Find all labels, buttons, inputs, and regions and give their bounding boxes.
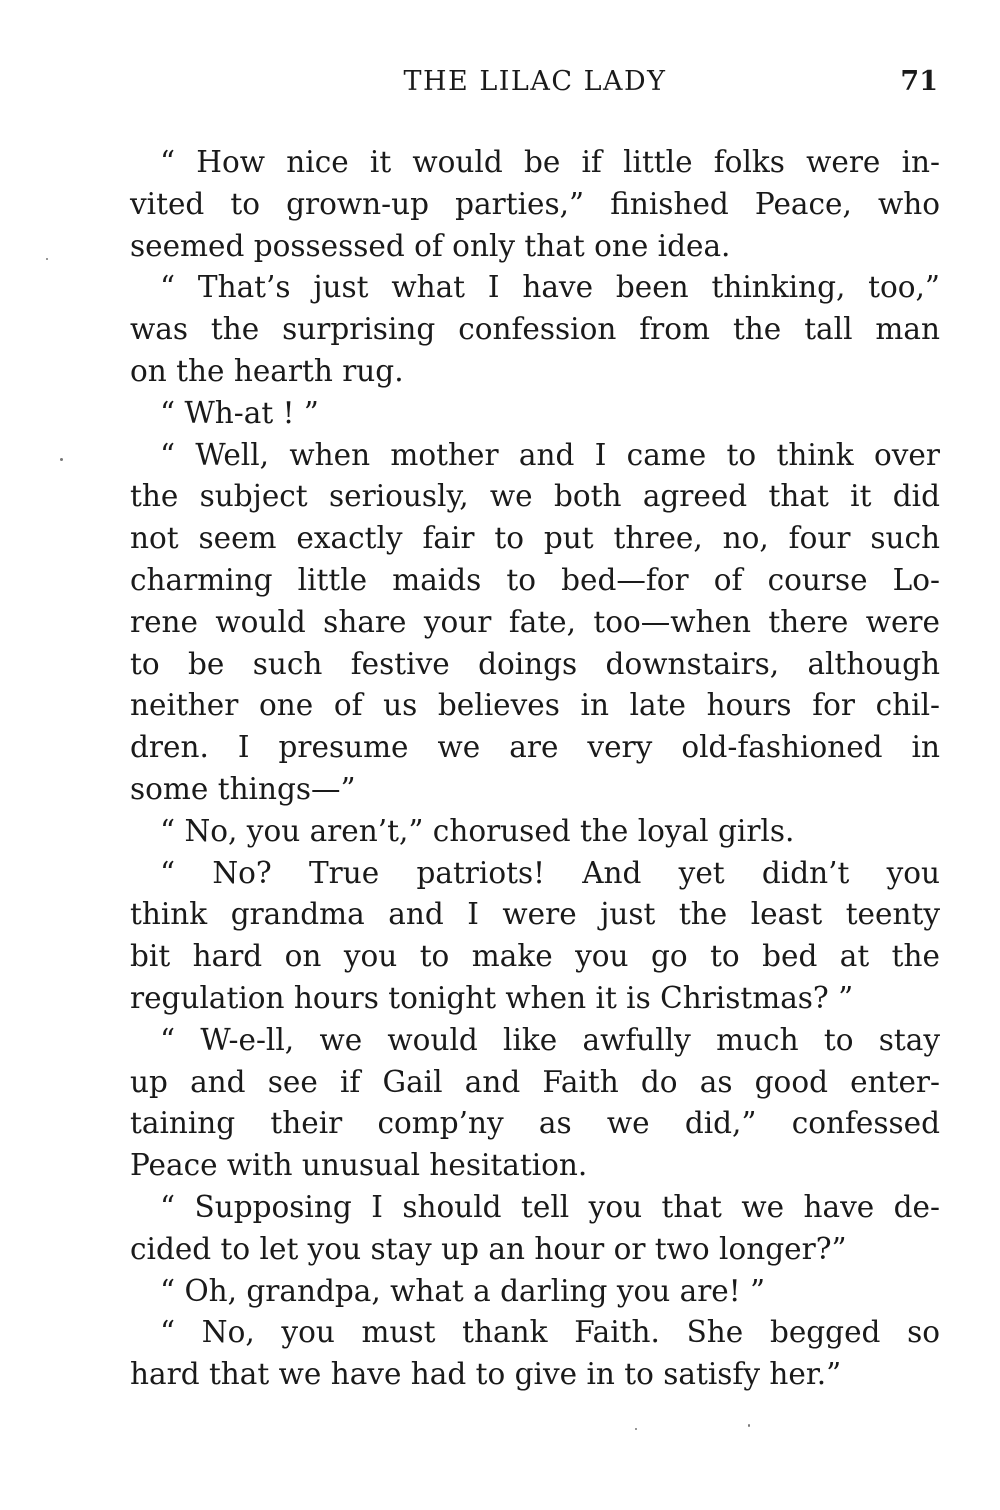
text-line: to be such festive doings downstairs, although xyxy=(130,646,940,681)
text-line: “ No? True patriots! And yet didn’t you xyxy=(160,855,940,890)
text-line: on the hearth rug. xyxy=(130,353,404,388)
text-line: taining their comp’ny as we did,” confessed xyxy=(130,1106,940,1141)
running-title: THE LILAC LADY xyxy=(403,66,667,97)
text-line: “ Well, when mother and I came to think over xyxy=(160,437,940,472)
text-line: regulation hours tonight when it is Christmas? ” xyxy=(130,980,854,1015)
text-line: neither one of us believes in late hours for chil- xyxy=(130,688,940,723)
text-line: was the surprising confession from the tall man xyxy=(130,312,940,347)
scan-speck xyxy=(635,1428,637,1430)
text-line: “ Wh-at ! ” xyxy=(160,395,319,430)
text-line: vited to grown-up parties,” finished Peace, who xyxy=(130,186,940,221)
text-line: dren. I presume we are very old-fashioned in xyxy=(130,730,940,765)
text-line: “ Oh, grandpa, what a darling you are! ” xyxy=(160,1273,766,1308)
body-text xyxy=(130,142,940,1396)
text-line: cided to let you stay up an hour or two longer?” xyxy=(130,1231,847,1266)
page-header xyxy=(130,66,940,106)
page-number: 71 xyxy=(900,66,938,97)
text-line: rene would share your fate, too—when there were xyxy=(130,604,940,639)
text-line: “ No, you must thank Faith. She begged so xyxy=(160,1315,940,1350)
text-line: the subject seriously, we both agreed that it did xyxy=(130,479,940,514)
text-line: “ W-e-ll, we would like awfully much to stay xyxy=(160,1022,940,1057)
text-line: “ How nice it would be if little folks were in- xyxy=(160,145,940,179)
text-line: seemed possessed of only that one idea. xyxy=(130,228,731,263)
scan-speck xyxy=(46,258,48,260)
scan-speck xyxy=(748,1424,750,1427)
text-line: “ No, you aren’t,” chorused the loyal girls. xyxy=(160,813,795,848)
scan-speck xyxy=(60,458,63,461)
text-line: bit hard on you to make you go to bed at the xyxy=(130,939,940,974)
text-line: “ Supposing I should tell you that we have de- xyxy=(160,1189,940,1224)
text-line: charming little maids to bed—for of course Lo- xyxy=(130,562,940,597)
text-line: not seem exactly fair to put three, no, four such xyxy=(130,521,940,556)
text-line: think grandma and I were just the least teenty xyxy=(130,897,940,932)
text-line: Peace with unusual hesitation. xyxy=(130,1148,588,1183)
text-line: up and see if Gail and Faith do as good enter- xyxy=(130,1064,940,1099)
text-line: “ That’s just what I have been thinking, too,” xyxy=(160,270,940,305)
text-line: some things—” xyxy=(130,771,356,806)
text-line: hard that we have had to give in to satisfy her.” xyxy=(130,1357,842,1392)
